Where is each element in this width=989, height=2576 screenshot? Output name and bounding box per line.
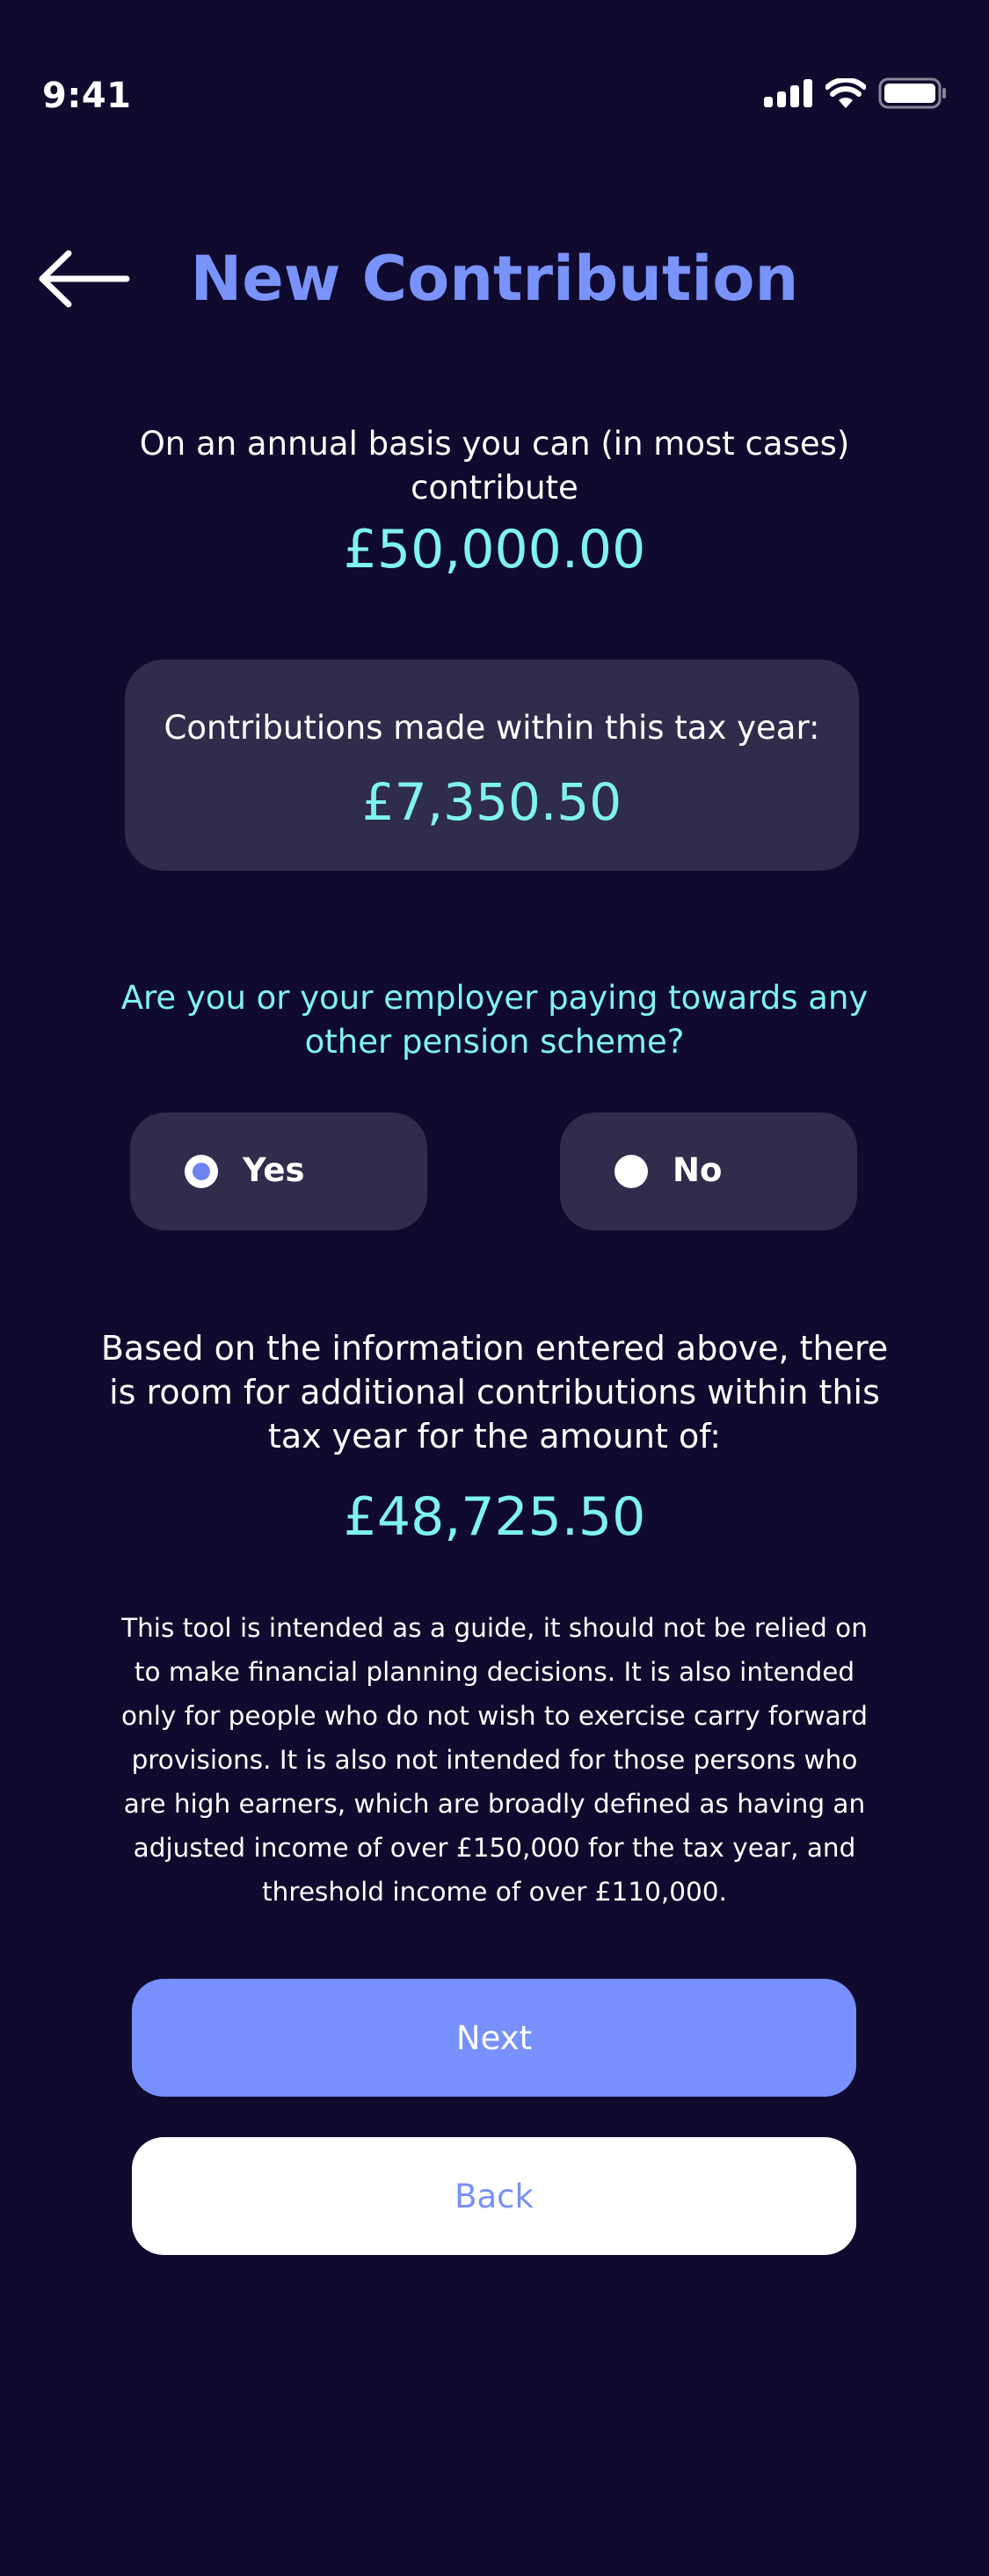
allowance-text: On an annual basis you can (in most cases) contribute: [139, 425, 850, 507]
pension-question: Are you or your employer paying towards any other pension scheme?: [120, 979, 869, 1061]
option-yes-label: Yes: [243, 1151, 305, 1189]
option-no[interactable]: [560, 1113, 857, 1230]
option-yes[interactable]: [130, 1113, 427, 1230]
contributions-amount: £7,350.50: [361, 772, 622, 832]
status-icons: [764, 76, 947, 111]
status-time: 9:41: [42, 76, 132, 116]
page-title: New Contribution: [190, 243, 799, 315]
radio-yes[interactable]: [185, 1155, 218, 1188]
option-no-label: No: [673, 1151, 723, 1189]
back-button[interactable]: Back: [132, 2137, 856, 2255]
result-text: Based on the information entered above, there is room for additional contributions within this tax year for the amount of:: [100, 1329, 889, 1456]
contributions-card: [125, 660, 859, 871]
contributions-label: Contributions made within this tax year:: [164, 709, 820, 747]
wifi-icon: [825, 78, 866, 108]
battery-icon: [878, 77, 947, 109]
disclaimer-text: This tool is intended as a guide, it should not be relied on to make financial planning decisions. It is also intended only for people who do not wish to exercise carry forward provisions. It is also not intended for those persons who are high earners, which are broadly defined as having an adjusted income of over £150,000 for the tax year, and threshold income of over £110,000.: [120, 1613, 869, 1907]
result-amount: £48,725.50: [343, 1486, 646, 1548]
radio-no[interactable]: [614, 1155, 648, 1188]
allowance-amount: £50,000.00: [343, 519, 646, 580]
signal-icon: [764, 79, 813, 107]
next-button[interactable]: Next: [132, 1979, 856, 2097]
